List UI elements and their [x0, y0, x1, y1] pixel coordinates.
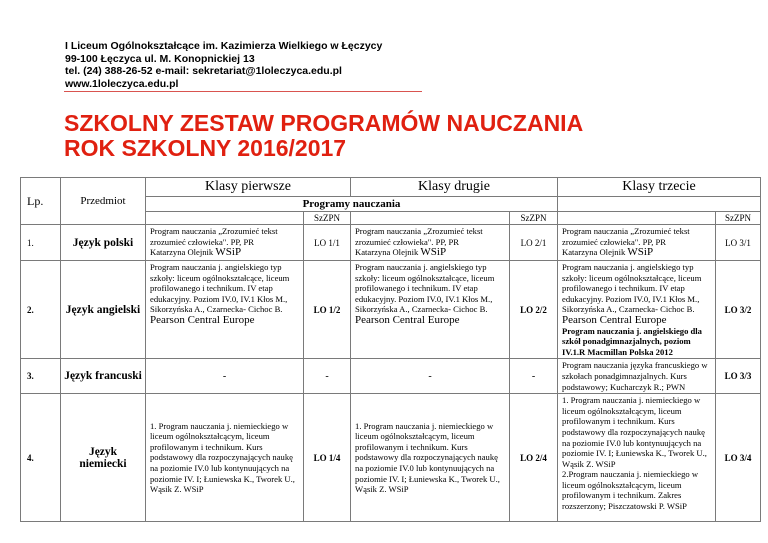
program-text: Program nauczania j. angielskiego typ szkoły: liceum ogólnokształcące, liceum profilowanego i technikum. IV etap edukacyjny. Poziom IV.0, IV.1 Kłos M., Sikorzyńska A., Czarnecka- Cichoc B. — [355, 262, 495, 315]
header-szzpn-3: SzZPN — [716, 212, 761, 225]
program-code: - — [304, 359, 351, 394]
header-line-3: tel. (24) 388-26-52 e-mail: sekretariat@1loleczyca.edu.pl — [65, 65, 342, 77]
row-lp: 4. — [21, 394, 61, 522]
program-text: Program nauczania j. angielskiego typ szkoły: liceum ogólnokształcące, liceum profilowanego i technikum. IV etap edukacyjny. Poziom IV.0, IV.1 Kłos M., Sikorzyńska A., Czarnecka- Cichoc B. — [562, 262, 702, 315]
program-text: 1. Program nauczania j. niemieckiego w liceum ogólnokształcącym, liceum profilowanym i technikum. Kurs podstawowy dla rozpoczynających naukę na poziomie IV.0 lub kontynuujących na poziomie IV. I; Łuniewska K., Tworek U., Wąsik Z. WSiP — [562, 395, 707, 469]
row-lp: 2. — [21, 261, 61, 359]
row-subject: Język francuski — [61, 359, 146, 394]
program-code: LO 3/3 — [716, 359, 761, 394]
row-lp: 1. — [21, 225, 61, 261]
title-line-1: SZKOLNY ZESTAW PROGRAMÓW NAUCZANIA — [64, 110, 584, 136]
header-szzpn-2: SzZPN — [510, 212, 558, 225]
row-lp: 3. — [21, 359, 61, 394]
header-klasy-pierwsze: Klasy pierwsze — [146, 178, 351, 197]
program-cell — [351, 225, 510, 261]
row-subject: Język niemiecki — [61, 394, 146, 522]
program-text-2: 2.Program nauczania j. niemieckiego w liceum ogólnokształcącym, liceum profilowanym i technikum. Zakres rozszerzony; Piszczatowski P. WSiP — [562, 469, 699, 512]
program-cell — [558, 261, 716, 359]
table-row — [21, 359, 761, 394]
program-author: Katarzyna Olejnik — [150, 247, 216, 258]
program-cell: 1. Program nauczania j. niemieckiego w liceum ogólnokształcącym, liceum profilowanym i technikum. Kurs podstawowy dla rozpoczynających naukę na poziomie IV.0 lub kontynuujących na poziomie IV. I; Łuniewska K., Tworek U., Wąsik Z. WSiP — [146, 394, 304, 522]
row-subject: Język angielski — [61, 261, 146, 359]
publisher: Pearson Central Europe — [355, 313, 460, 326]
publisher: Pearson Central Europe — [562, 313, 667, 326]
program-code: - — [510, 359, 558, 394]
row-subject: Język polski — [61, 225, 146, 261]
table-row — [21, 394, 761, 522]
program-cell: - — [351, 359, 510, 394]
program-text: Program nauczania „Zrozumieć tekst zrozumieć człowieka". PP, PR — [355, 226, 483, 247]
page-title — [64, 111, 583, 161]
program-cell: Program nauczania języka francuskiego w szkołach ponadgimnazjalnych. Kurs podstawowy; Kucharczyk R.; PWN — [558, 359, 716, 394]
program-code: LO 1/2 — [304, 261, 351, 359]
header-empty-3 — [558, 212, 716, 225]
program-text: Program nauczania „Zrozumieć tekst zrozumieć człowieka". PP, PR — [562, 226, 690, 247]
table-row — [21, 225, 761, 261]
header-empty-1 — [146, 212, 304, 225]
program-code: LO 3/1 — [716, 225, 761, 261]
publisher: WSiP — [215, 246, 242, 259]
header-szzpn-1: SzZPN — [304, 212, 351, 225]
header-empty — [558, 197, 761, 212]
programs-table — [20, 177, 761, 522]
program-code: LO 2/1 — [510, 225, 558, 261]
header-programy: Programy nauczania — [146, 197, 558, 212]
publisher: Pearson Central Europe — [150, 313, 255, 326]
program-cell — [351, 261, 510, 359]
program-cell — [146, 225, 304, 261]
program-text: Program nauczania „Zrozumieć tekst zrozumieć człowieka". PP, PR — [150, 226, 278, 247]
program-text-bold: Program nauczania j. angielskiego dla szkół ponadgimnazjalnych, poziom IV.1.R Macmillan Polska 2012 — [562, 325, 702, 357]
program-cell — [558, 225, 716, 261]
program-code: LO 2/4 — [510, 394, 558, 522]
header-line-4: www.1loleczyca.edu.pl — [65, 77, 179, 90]
program-cell: 1. Program nauczania j. niemieckiego w liceum ogólnokształcącym, liceum profilowanym i technikum. Kurs podstawowy dla rozpoczynających naukę na poziomie IV.0 lub kontynuujących na poziomie IV. I; Łuniewska K., Tworek U., Wąsik Z. WSiP — [351, 394, 510, 522]
school-header — [65, 40, 382, 90]
publisher: WSiP — [420, 246, 447, 259]
program-code: LO 1/4 — [304, 394, 351, 522]
table-row — [21, 261, 761, 359]
header-empty-2 — [351, 212, 510, 225]
program-cell — [558, 394, 716, 522]
program-cell — [146, 261, 304, 359]
header-line-2: 99-100 Łęczyca ul. M. Konopnickiej 13 — [65, 52, 255, 65]
program-author: Katarzyna Olejnik — [562, 247, 628, 258]
header-line-1: I Liceum Ogólnokształcące im. Kazimierza Wielkiego w Łęczycy — [65, 40, 383, 52]
program-cell: - — [146, 359, 304, 394]
header-klasy-drugie: Klasy drugie — [351, 178, 558, 197]
title-line-2: ROK SZKOLNY 2016/2017 — [64, 135, 347, 161]
header-klasy-trzecie: Klasy trzecie — [558, 178, 761, 197]
header-lp: Lp. — [21, 178, 61, 225]
program-code: LO 3/2 — [716, 261, 761, 359]
table-header-row-1 — [21, 178, 761, 197]
program-author: Katarzyna Olejnik — [355, 247, 421, 258]
program-code: LO 3/4 — [716, 394, 761, 522]
program-code: LO 2/2 — [510, 261, 558, 359]
header-divider — [64, 91, 422, 92]
program-text: Program nauczania j. angielskiego typ szkoły: liceum ogólnokształcące, liceum profilowanego i technikum. IV etap edukacyjny. Poziom IV.0, IV.1 Kłos M., Sikorzyńska A., Czarnecka- Cichoc B. — [150, 262, 290, 315]
header-subject: Przedmiot — [61, 178, 146, 225]
publisher: WSiP — [627, 246, 654, 259]
program-code: LO 1/1 — [304, 225, 351, 261]
